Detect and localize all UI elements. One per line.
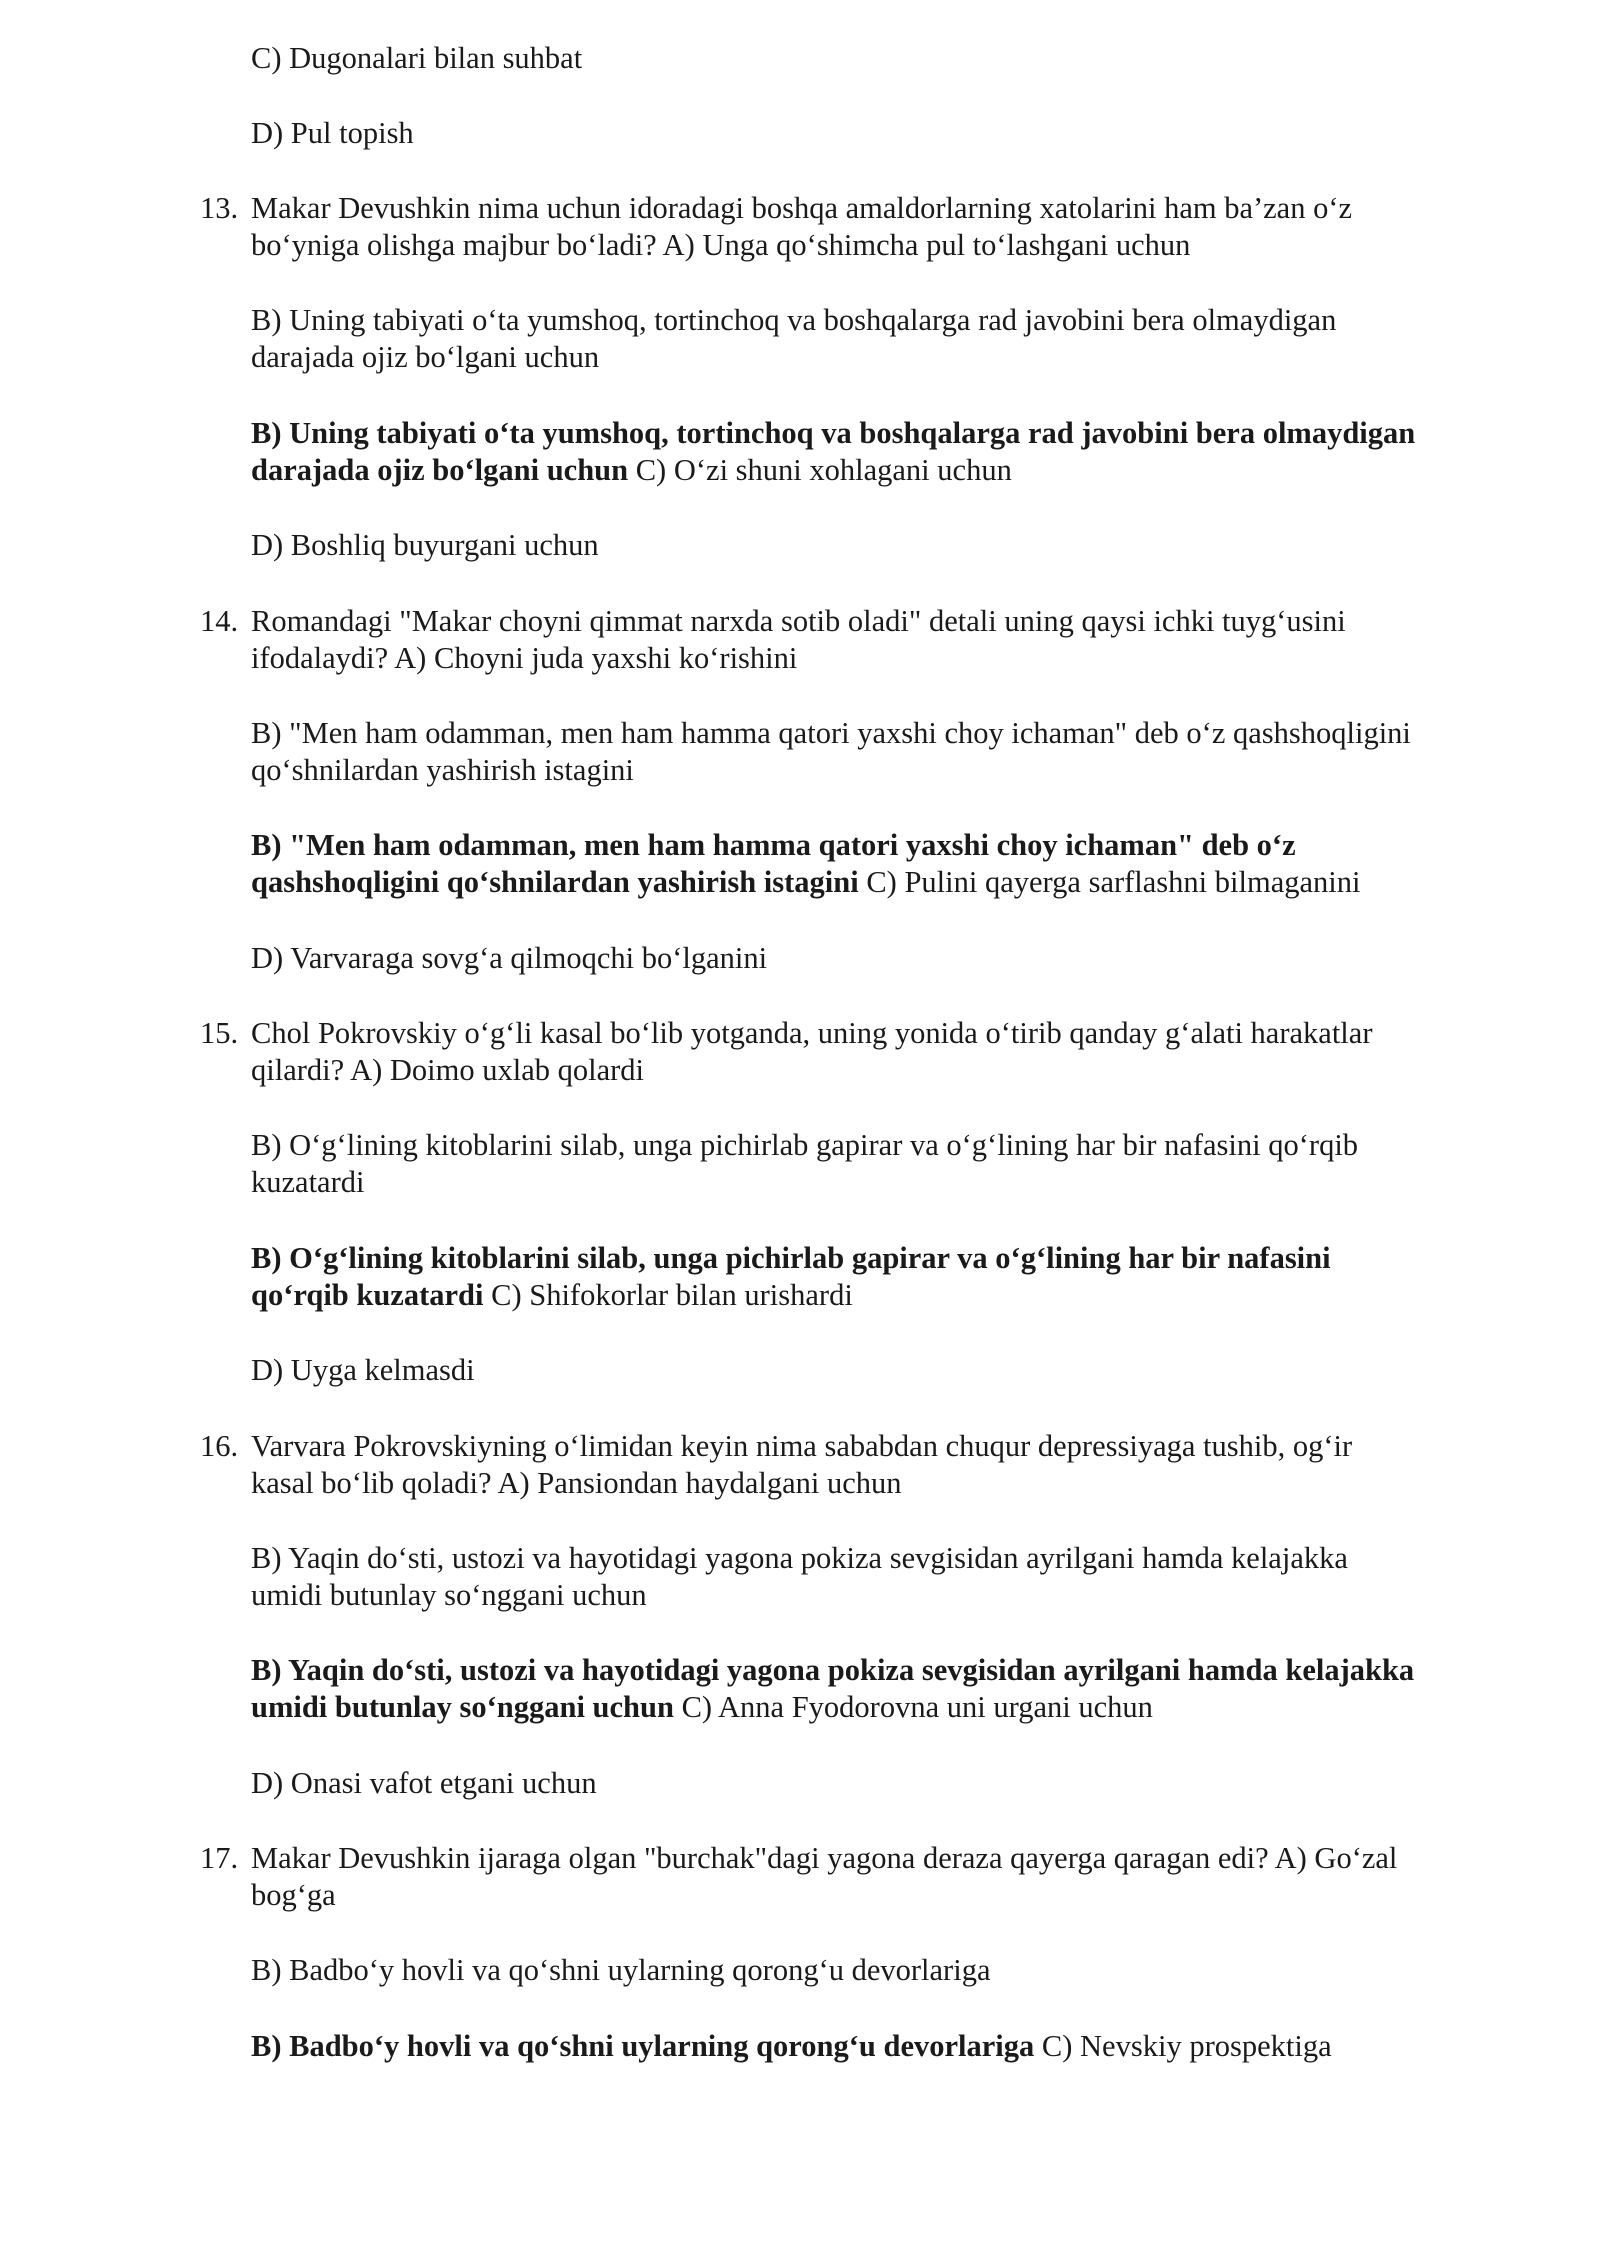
option-c: C) Shifokorlar bilan urishardi: [483, 1278, 853, 1312]
correct-answer: B) O‘g‘lining kitoblarini silab, unga pichirlab gapirar va o‘g‘lining har bir nafasini: [251, 1241, 1331, 1275]
question-number: 13.: [200, 191, 239, 225]
option-d: D) Uyga kelmasdi: [251, 1353, 475, 1387]
question-text: Varvara Pokrovskiyning o‘limidan keyin nima sababdan chuqur depressiyaga tushib, og‘ir: [251, 1429, 1353, 1463]
option-b: darajada ojiz bo‘lgani uchun: [251, 340, 600, 374]
option-b: B) "Men ham odamman, men ham hamma qatori yaxshi choy ichaman" deb o‘z qashshoqligini: [251, 716, 1411, 750]
question-text: bog‘ga: [251, 1878, 336, 1912]
answer-line: [251, 864, 1511, 901]
correct-answer: darajada ojiz bo‘lgani uchun: [251, 453, 629, 487]
option-b: B) Badbo‘y hovli va qo‘shni uylarning qorong‘u devorlariga: [251, 1953, 991, 1987]
question-text: Makar Devushkin nima uchun idoradagi boshqa amaldorlarning xatolarini ham ba’zan o‘z: [251, 191, 1353, 225]
question-text: ifodalaydi? A) Choyni juda yaxshi ko‘rishini: [251, 641, 798, 675]
option-c: C) Nevskiy prospektiga: [1034, 2029, 1332, 2063]
question-text: Chol Pokrovskiy o‘g‘li kasal bo‘lib yotganda, uning yonida o‘tirib qanday g‘alati harakatlar: [251, 1016, 1373, 1050]
correct-answer: B) Uning tabiyati o‘ta yumshoq, tortinchoq va boshqalarga rad javobini bera olmaydigan: [251, 416, 1416, 450]
question-text: bo‘yniga olishga majbur bo‘ladi? A) Unga qo‘shimcha pul to‘lashgani uchun: [251, 228, 1191, 262]
option-b: kuzatardi: [251, 1165, 365, 1199]
question-number: 17.: [200, 1841, 239, 1875]
option-d: D) Varvaraga sovg‘a qilmoqchi bo‘lganini: [251, 941, 768, 975]
answer-line: [251, 452, 1511, 489]
option-c: C) O‘zi shuni xohlagani uchun: [628, 453, 1012, 487]
correct-answer: umidi butunlay so‘nggani uchun: [251, 1690, 674, 1724]
correct-answer: B) Yaqin do‘sti, ustozi va hayotidagi yagona pokiza sevgisidan ayrilgani hamda kelajakka: [251, 1653, 1415, 1687]
option-b: B) Yaqin do‘sti, ustozi va hayotidagi yagona pokiza sevgisidan ayrilgani hamda kelajakka: [251, 1541, 1348, 1575]
correct-answer: B) "Men ham odamman, men ham hamma qatori yaxshi choy ichaman" deb o‘z: [251, 828, 1296, 862]
answer-line: [251, 1689, 1511, 1726]
answer-line: [251, 2028, 1511, 2065]
correct-answer: B) Badbo‘y hovli va qo‘shni uylarning qorong‘u devorlariga: [251, 2029, 1035, 2063]
option-b: umidi butunlay so‘nggani uchun: [251, 1578, 647, 1612]
option-b: B) Uning tabiyati o‘ta yumshoq, tortinchoq va boshqalarga rad javobini bera olmaydigan: [251, 303, 1337, 337]
answer-line: [251, 1277, 1511, 1314]
option-d: D) Pul topish: [251, 116, 414, 150]
question-text: qilardi? A) Doimo uxlab qolardi: [251, 1053, 645, 1087]
question-text: Makar Devushkin ijaraga olgan "burchak"dagi yagona deraza qayerga qaragan edi? A) Go‘zal: [251, 1841, 1398, 1875]
option-c: C) Dugonalari bilan suhbat: [251, 41, 583, 75]
question-text: Romandagi "Makar choyni qimmat narxda sotib oladi" detali uning qaysi ichki tuyg‘usini: [251, 604, 1346, 638]
option-c: C) Pulini qayerga sarflashni bilmaganini: [858, 865, 1361, 899]
question-text: kasal bo‘lib qoladi? A) Pansiondan haydalgani uchun: [251, 1466, 902, 1500]
option-b: B) O‘g‘lining kitoblarini silab, unga pichirlab gapirar va o‘g‘lining har bir nafasini qo‘rqib: [251, 1128, 1359, 1162]
option-b: qo‘shnilardan yashirish istagini: [251, 753, 634, 787]
correct-answer: qo‘rqib kuzatardi: [251, 1278, 484, 1312]
option-d: D) Boshliq buyurgani uchun: [251, 528, 599, 562]
option-c: C) Anna Fyodorovna uni urgani uchun: [673, 1690, 1153, 1724]
question-number: 15.: [200, 1016, 239, 1050]
correct-answer: qashshoqligini qo‘shnilardan yashirish istagini: [251, 865, 859, 899]
question-number: 16.: [200, 1429, 239, 1463]
option-d: D) Onasi vafot etgani uchun: [251, 1766, 597, 1800]
question-number: 14.: [200, 604, 239, 638]
